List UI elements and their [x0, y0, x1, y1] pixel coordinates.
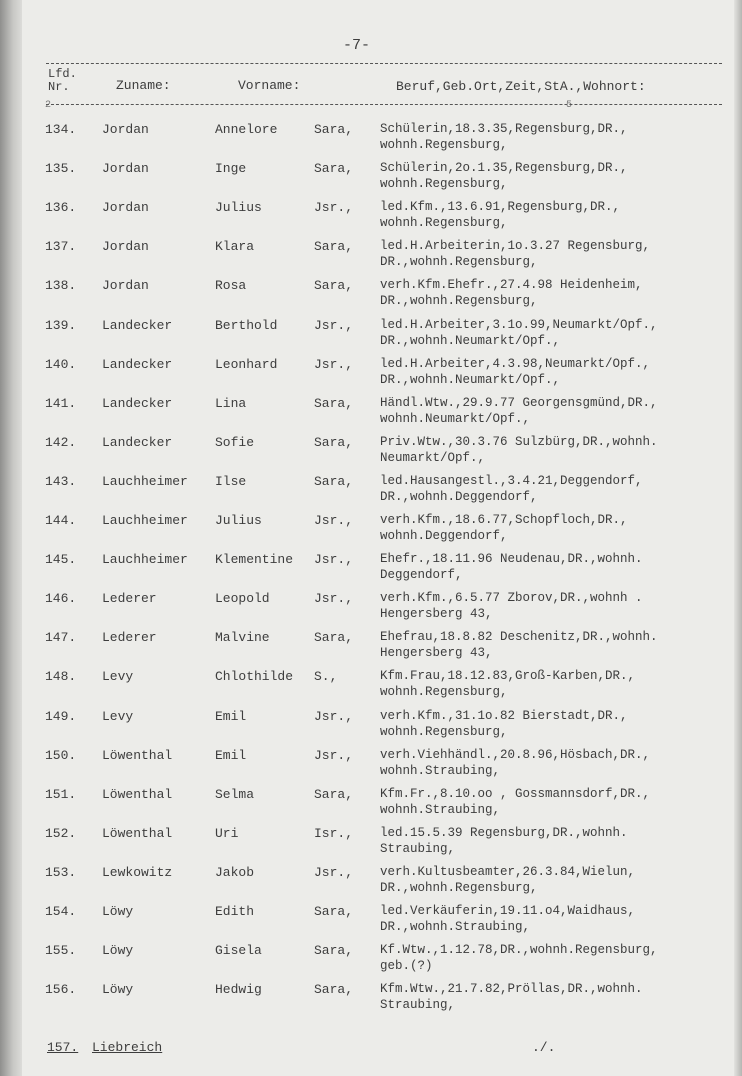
entry-number: 148. — [45, 669, 77, 684]
entry-title: Jsr., — [314, 748, 354, 763]
entry-details-line1: led.Hausangestl.,3.4.21,Deggendorf, — [380, 474, 643, 488]
entry-surname: Levy — [102, 669, 134, 684]
entry-firstname: Chlothilde — [215, 669, 294, 684]
entry-title: Sara, — [314, 239, 354, 254]
entry-surname: Lauchheimer — [102, 474, 188, 489]
entry-surname: Jordan — [102, 161, 149, 176]
entry-title: Sara, — [314, 904, 354, 919]
entry-firstname: Uri — [215, 826, 239, 841]
entry-title: S., — [314, 669, 338, 684]
entry-firstname: Inge — [215, 161, 247, 176]
entry-number: 139. — [45, 318, 77, 333]
entry-title: Jsr., — [314, 318, 354, 333]
entry-details-line2: DR.,wohnh.Straubing, — [380, 920, 531, 934]
entry-firstname: Julius — [215, 200, 262, 215]
entry-details-line2: wohnh.Straubing, — [380, 803, 501, 817]
entry-surname: Lederer — [102, 630, 157, 645]
entry-details-line1: Kfm.Frau,18.12.83,Groß-Karben,DR., — [380, 669, 636, 683]
entry-firstname: Annelore — [215, 122, 278, 137]
entry-details-line1: Schülerin,18.3.35,Regensburg,DR., — [380, 122, 628, 136]
entry-surname: Lewkowitz — [102, 865, 173, 880]
entry-firstname: Ilse — [215, 474, 247, 489]
entry-details-line1: Ehefrau,18.8.82 Deschenitz,DR.,wohnh. — [380, 630, 658, 644]
entry-firstname: Klementine — [215, 552, 294, 567]
entry-number: 147. — [45, 630, 77, 645]
entry-details-line1: led.H.Arbeiterin,1o.3.27 Regensburg, — [380, 239, 651, 253]
entry-number-157: 157. — [47, 1040, 79, 1055]
entry-details-line2: Hengersberg 43, — [380, 607, 493, 621]
entry-title: Jsr., — [314, 200, 354, 215]
entry-title: Jsr., — [314, 865, 354, 880]
entry-firstname: Leonhard — [215, 357, 278, 372]
entry-surname: Löwy — [102, 982, 134, 997]
entry-surname: Löwy — [102, 904, 134, 919]
entry-firstname: Edith — [215, 904, 255, 919]
entry-number: 156. — [45, 982, 77, 997]
entry-details-line2: Hengersberg 43, — [380, 646, 493, 660]
entry-firstname: Julius — [215, 513, 262, 528]
entry-details-line1: Kfm.Wtw.,21.7.82,Pröllas,DR.,wohnh. — [380, 982, 643, 996]
entry-title: Isr., — [314, 826, 354, 841]
entry-surname: Löwenthal — [102, 748, 173, 763]
entry-details-line1: verh.Kfm.,18.6.77,Schopfloch,DR., — [380, 513, 628, 527]
header-col-marker-left: 2 — [45, 100, 52, 111]
entry-details-line1: led.15.5.39 Regensburg,DR.,wohnh. — [380, 826, 628, 840]
entry-title: Jsr., — [314, 513, 354, 528]
entry-firstname: Malvine — [215, 630, 270, 645]
entry-details-line2: DR.,wohnh.Deggendorf, — [380, 490, 538, 504]
entry-details-line1: verh.Viehhändl.,20.8.96,Hösbach,DR., — [380, 748, 651, 762]
entry-number: 138. — [45, 278, 77, 293]
entry-details-line1: verh.Kfm.,31.1o.82 Bierstadt,DR., — [380, 709, 628, 723]
entry-details-line1: Schülerin,2o.1.35,Regensburg,DR., — [380, 161, 628, 175]
entry-surname: Jordan — [102, 278, 149, 293]
entry-details-line2: Deggendorf, — [380, 568, 463, 582]
entry-surname: Landecker — [102, 396, 173, 411]
entry-number: 142. — [45, 435, 77, 450]
entry-details-line2: wohnh.Regensburg, — [380, 177, 508, 191]
entry-surname: Landecker — [102, 357, 173, 372]
entry-details-line2: wohnh.Straubing, — [380, 764, 501, 778]
entry-number: 144. — [45, 513, 77, 528]
entry-number: 146. — [45, 591, 77, 606]
entry-number: 145. — [45, 552, 77, 567]
entry-surname: Löwenthal — [102, 826, 173, 841]
entry-number: 154. — [45, 904, 77, 919]
entry-firstname: Rosa — [215, 278, 247, 293]
entry-details-line2: Straubing, — [380, 842, 456, 856]
entry-details-line2: DR.,wohnh.Neumarkt/Opf., — [380, 334, 561, 348]
entry-surname: Löwenthal — [102, 787, 173, 802]
entry-details-line1: verh.Kultusbeamter,26.3.84,Wielun, — [380, 865, 636, 879]
scan-right-edge — [734, 0, 742, 1076]
entry-firstname: Jakob — [215, 865, 255, 880]
entry-details-line2: geb.(?) — [380, 959, 433, 973]
entry-number: 137. — [45, 239, 77, 254]
entry-surname: Jordan — [102, 239, 149, 254]
entry-number: 140. — [45, 357, 77, 372]
entry-details-line2: DR.,wohnh.Regensburg, — [380, 294, 538, 308]
entry-number: 153. — [45, 865, 77, 880]
entry-firstname: Emil — [215, 748, 247, 763]
entry-surname: Jordan — [102, 200, 149, 215]
entry-surname: Levy — [102, 709, 134, 724]
entry-number: 134. — [45, 122, 77, 137]
entry-title: Sara, — [314, 278, 354, 293]
entry-title: Jsr., — [314, 709, 354, 724]
entry-number: 152. — [45, 826, 77, 841]
entry-title: Sara, — [314, 161, 354, 176]
header-col-marker-right: 5 — [566, 100, 573, 111]
entry-number: 136. — [45, 200, 77, 215]
entry-details-line2: wohnh.Regensburg, — [380, 685, 508, 699]
entry-firstname: Lina — [215, 396, 247, 411]
entry-details-line1: led.Verkäuferin,19.11.o4,Waidhaus, — [380, 904, 636, 918]
entry-title: Sara, — [314, 982, 354, 997]
entry-number: 151. — [45, 787, 77, 802]
entry-details-line1: led.H.Arbeiter,3.1o.99,Neumarkt/Opf., — [380, 318, 658, 332]
entry-surname: Landecker — [102, 435, 173, 450]
entry-details-line1: Kf.Wtw.,1.12.78,DR.,wohnh.Regensburg, — [380, 943, 658, 957]
entry-details-line1: verh.Kfm.Ehefr.,27.4.98 Heidenheim, — [380, 278, 643, 292]
header-nr: Nr. — [48, 80, 70, 94]
header-rule-bottom — [46, 104, 722, 105]
entry-title: Sara, — [314, 943, 354, 958]
entry-details-line1: led.H.Arbeiter,4.3.98,Neumarkt/Opf., — [380, 357, 651, 371]
entry-surname: Lauchheimer — [102, 552, 188, 567]
entry-number: 149. — [45, 709, 77, 724]
entry-firstname: Leopold — [215, 591, 270, 606]
entry-firstname: Sofie — [215, 435, 255, 450]
entry-title: Sara, — [314, 787, 354, 802]
entry-title: Sara, — [314, 630, 354, 645]
entry-title: Sara, — [314, 396, 354, 411]
entry-surname: Jordan — [102, 122, 149, 137]
entry-number: 150. — [45, 748, 77, 763]
entry-title: Jsr., — [314, 357, 354, 372]
entry-details-line2: wohnh.Regensburg, — [380, 725, 508, 739]
entry-firstname: Gisela — [215, 943, 262, 958]
entry-firstname: Selma — [215, 787, 255, 802]
entry-details-line1: Priv.Wtw.,30.3.76 Sulzbürg,DR.,wohnh. — [380, 435, 658, 449]
entry-details-line2: wohnh.Regensburg, — [380, 216, 508, 230]
entry-details-line2: DR.,wohnh.Neumarkt/Opf., — [380, 373, 561, 387]
entry-firstname: Emil — [215, 709, 247, 724]
entry-surname: Lederer — [102, 591, 157, 606]
entry-surname: Lauchheimer — [102, 513, 188, 528]
entry-number: 141. — [45, 396, 77, 411]
header-lfd: Lfd. — [48, 67, 77, 81]
header-firstname: Vorname: — [238, 78, 301, 93]
entry-title: Jsr., — [314, 591, 354, 606]
entry-details-line2: Straubing, — [380, 998, 456, 1012]
entry-firstname: Klara — [215, 239, 255, 254]
continuation-mark: ./. — [532, 1040, 556, 1055]
header-surname: Zuname: — [116, 78, 171, 93]
entry-details-line2: DR.,wohnh.Regensburg, — [380, 255, 538, 269]
entry-title: Sara, — [314, 122, 354, 137]
entry-number: 135. — [45, 161, 77, 176]
scan-left-edge — [0, 0, 22, 1076]
entry-details-line1: verh.Kfm.,6.5.77 Zborov,DR.,wohnh . — [380, 591, 643, 605]
entry-details-line2: wohnh.Neumarkt/Opf., — [380, 412, 531, 426]
entry-details-line1: Kfm.Fr.,8.10.oo , Gossmannsdorf,DR., — [380, 787, 651, 801]
entry-number: 155. — [45, 943, 77, 958]
entry-details-line1: led.Kfm.,13.6.91,Regensburg,DR., — [380, 200, 621, 214]
entry-surname-157: Liebreich — [92, 1040, 163, 1055]
entry-title: Jsr., — [314, 552, 354, 567]
entry-firstname: Berthold — [215, 318, 278, 333]
entry-details-line2: wohnh.Deggendorf, — [380, 529, 508, 543]
entry-surname: Landecker — [102, 318, 173, 333]
page-number: -7- — [343, 37, 371, 54]
entry-details-line2: DR.,wohnh.Regensburg, — [380, 881, 538, 895]
entry-title: Sara, — [314, 474, 354, 489]
entry-details-line2: Neumarkt/Opf., — [380, 451, 486, 465]
entry-surname: Löwy — [102, 943, 134, 958]
entry-details-line1: Ehefr.,18.11.96 Neudenau,DR.,wohnh. — [380, 552, 643, 566]
entry-details-line2: wohnh.Regensburg, — [380, 138, 508, 152]
entry-number: 143. — [45, 474, 77, 489]
header-rule-top — [46, 63, 722, 64]
entry-title: Sara, — [314, 435, 354, 450]
entry-firstname: Hedwig — [215, 982, 262, 997]
entry-details-line1: Händl.Wtw.,29.9.77 Georgensgmünd,DR., — [380, 396, 658, 410]
header-details: Beruf,Geb.Ort,Zeit,StA.,Wohnort: — [396, 79, 646, 94]
